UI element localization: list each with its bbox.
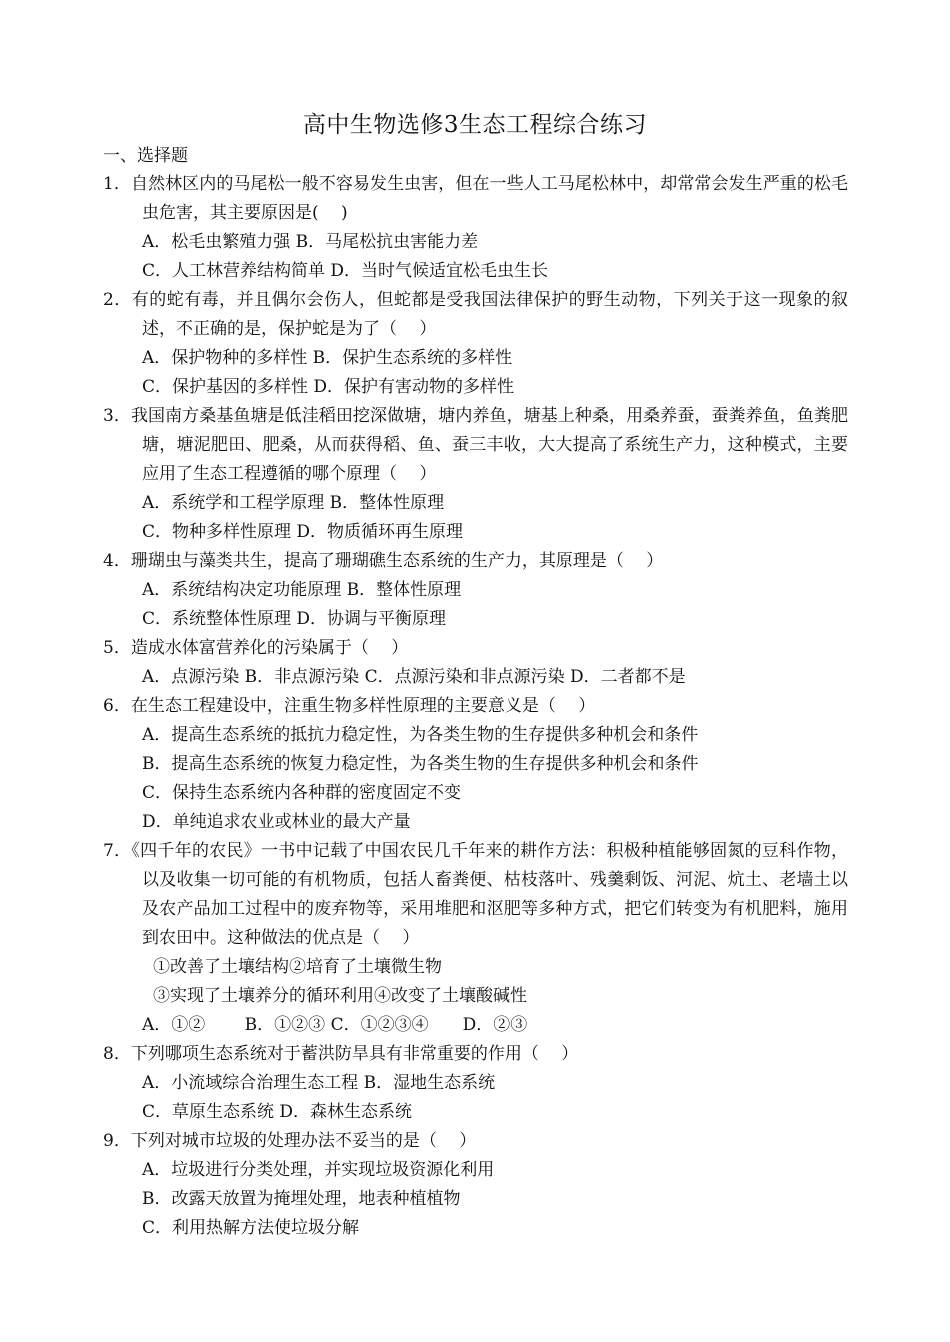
question-9 xyxy=(103,1127,848,1243)
question-6 xyxy=(103,692,848,837)
answer-options-line: A．保护物种的多样性 B．保护生态系统的多样性 xyxy=(142,348,513,368)
answer-options-line: B．提高生态系统的恢复力稳定性，为各类生物的生存提供多种机会和条件 xyxy=(142,754,699,774)
question-7 xyxy=(103,837,848,1040)
question-stem: 5．造成水体富营养化的污染属于（ ） xyxy=(103,638,409,658)
question-stem: 2．有的蛇有毒，并且偶尔会伤人，但蛇都是受我国法律保护的野生动物，下列关于这一现象的叙述，不正确的是，保护蛇是为了（ ） xyxy=(103,290,848,339)
answer-options-line: D．单纯追求农业或林业的最大产量 xyxy=(142,812,411,832)
question-stem: 9．下列对城市垃圾的处理办法不妥当的是（ ） xyxy=(103,1131,477,1151)
question-stem: 7．《四千年的农民》一书中记载了中国农民几千年来的耕作方法：积极种植能够固氮的豆科作物，以及收集一切可能的有机物质，包括人畜粪便、枯枝落叶、残羹剩饭、河泥、炕土、老墙土以及农产品加工过程中的废弃物等，采用堆肥和沤肥等多种方式，把它们转变为有机肥料，施用到农田中。这种做法的优点是（ ） xyxy=(103,841,848,948)
answer-options-line: C．人工林营养结构简单 D．当时气候适宜松毛虫生长 xyxy=(142,261,549,281)
question-stem: 8．下列哪项生态系统对于蓄洪防旱具有非常重要的作用（ ） xyxy=(103,1044,579,1064)
question-4 xyxy=(103,547,848,634)
section-heading: 一、选择题 xyxy=(103,146,188,166)
question-1 xyxy=(103,170,848,286)
answer-options-line: C．利用热解方法使垃圾分解 xyxy=(142,1218,360,1238)
answer-options-line: C．草原生态系统 D．森林生态系统 xyxy=(142,1102,413,1122)
answer-options-line: A．点源污染 B．非点源污染 C．点源污染和非点源污染 D．二者都不是 xyxy=(142,667,686,687)
question-list xyxy=(103,170,848,1243)
question-stem: 4．珊瑚虫与藻类共生，提高了珊瑚礁生态系统的生产力，其原理是（ ） xyxy=(103,551,664,571)
question-2 xyxy=(103,286,848,402)
question-3 xyxy=(103,402,848,547)
answer-options-line: A．系统结构决定功能原理 B．整体性原理 xyxy=(142,580,462,600)
answer-options-line: B．改露天放置为掩埋处理，地表种植植物 xyxy=(142,1189,461,1209)
answer-options-line: A．提高生态系统的抵抗力稳定性，为各类生物的生存提供多种机会和条件 xyxy=(142,725,699,745)
question-8 xyxy=(103,1040,848,1127)
question-5 xyxy=(103,634,848,692)
question-stem: 3．我国南方桑基鱼塘是低洼稻田挖深做塘，塘内养鱼，塘基上种桑，用桑养蚕，蚕粪养鱼，鱼粪肥塘，塘泥肥田、肥桑，从而获得稻、鱼、蚕三丰收，大大提高了系统生产力，这种模式，主要应用了生态工程遵循的哪个原理（ ） xyxy=(103,406,848,484)
statement-line: ①改善了土壤结构②培育了土壤微生物 xyxy=(153,957,442,977)
answer-options-line: A．小流域综合治理生态工程 B．湿地生态系统 xyxy=(142,1073,496,1093)
question-stem: 6．在生态工程建设中，注重生物多样性原理的主要意义是（ ） xyxy=(103,696,596,716)
answer-options-line: C．系统整体性原理 D．协调与平衡原理 xyxy=(142,609,447,629)
statement-line: ③实现了土壤养分的循环利用④改变了土壤酸碱性 xyxy=(153,986,527,1006)
answer-options-line: A．系统学和工程学原理 B．整体性原理 xyxy=(142,493,445,513)
question-stem: 1．自然林区内的马尾松一般不容易发生虫害，但在一些人工马尾松林中，却常常会发生严重的松毛虫危害，其主要原因是( ) xyxy=(103,174,848,223)
answer-options-line: C．保护基因的多样性 D．保护有害动物的多样性 xyxy=(142,377,515,397)
page-title: 高中生物选修3生态工程综合练习 xyxy=(302,112,648,138)
answer-options-line: A．松毛虫繁殖力强 B．马尾松抗虫害能力差 xyxy=(142,232,479,252)
answer-options-line: A．垃圾进行分类处理，并实现垃圾资源化利用 xyxy=(142,1160,495,1180)
answer-options-line: A．①② B．①②③ C．①②③④ D．②③ xyxy=(142,1015,528,1035)
answer-options-line: C．保持生态系统内各种群的密度固定不变 xyxy=(142,783,462,803)
answer-options-line: C．物种多样性原理 D．物质循环再生原理 xyxy=(142,522,464,542)
